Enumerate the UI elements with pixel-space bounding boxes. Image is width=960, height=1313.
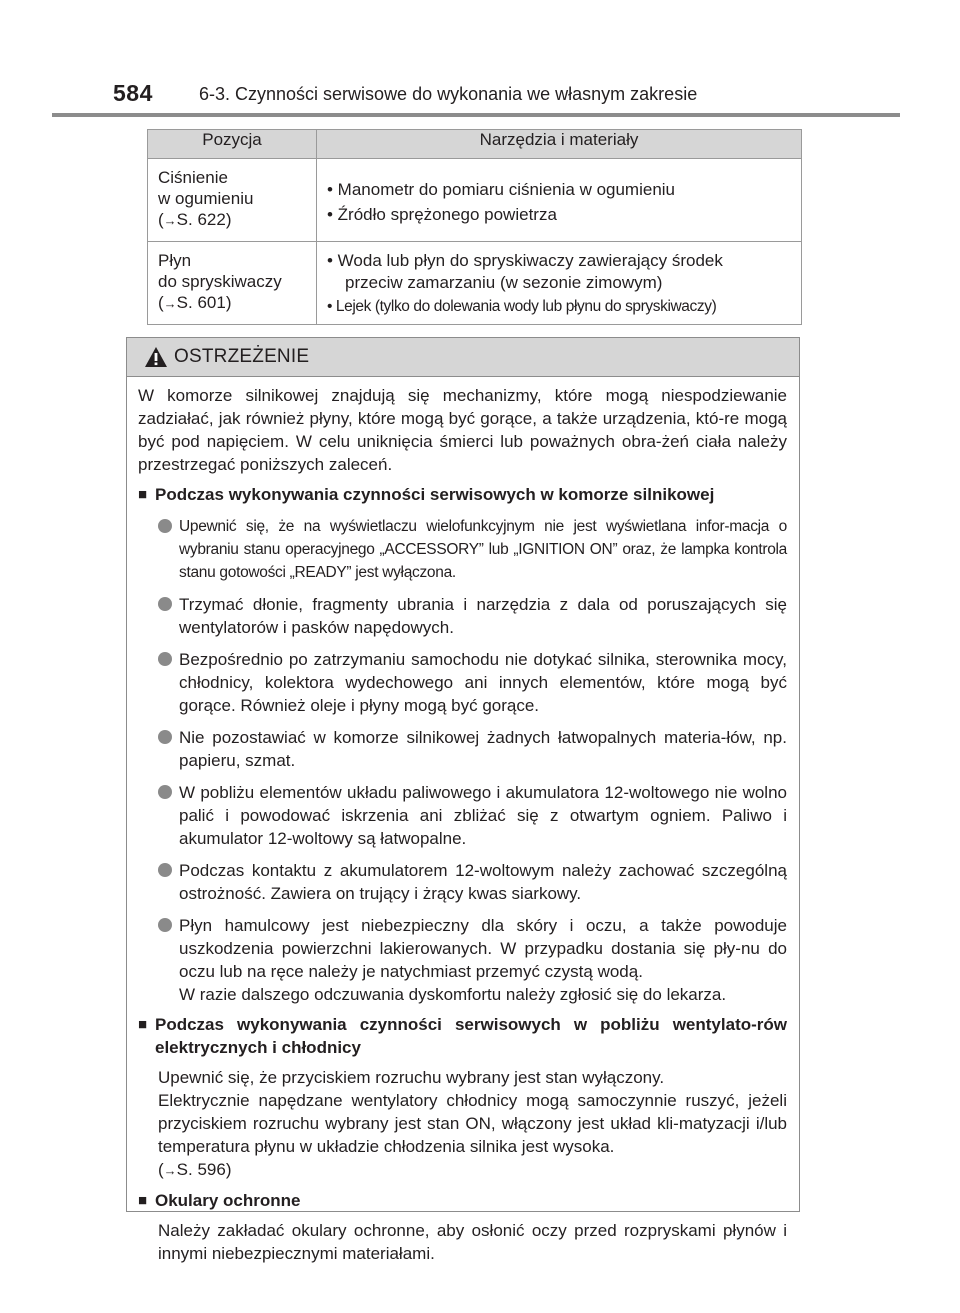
list-item-text: W pobliżu elementów układu paliwowego i akumulatora 12-woltowego nie wolno palić i powodować iskrzenia ani zbliżać się z otwartym ogniem. Paliwo i akumulator 12-woltowy są łatwopalne. [179,783,787,848]
page-ref-text: S. 596) [176,1160,232,1179]
list-item [138,859,787,905]
list-item [138,515,787,584]
list-item-text-line: Płyn hamulcowy jest niebezpieczny dla skóry i oczu, a także powoduje uszkodzenia powierzchni lakierowanych. W przypadku dostania się pły-nu do oczu lub na ręce należy je natychmiast przemyć czystą wodą. [179,916,787,981]
page-number: 584 [113,80,153,106]
tool-item: • Lejek (tylko do dolewania wody lub płynu do spryskiwaczy) [327,298,717,315]
warning-body [127,377,799,1265]
header-divider [52,113,900,117]
list-item-text-line: W razie dalszego odczuwania dyskomfortu należy zgłosić się do lekarza. [179,985,727,1004]
tools-table [147,129,802,325]
list-item-text: Nie pozostawiać w komorze silnikowej żadnych łatwopalnych materia-łów, np. papieru, szmat. [179,728,787,770]
tool-item-continuation: przeciw zamarzaniu (w sezonie zimowym) [345,273,663,292]
circle-bullet-icon [158,918,172,932]
page-reference: (→S. 622) [158,210,232,229]
page-ref-text: S. 601) [176,293,232,312]
position-cell [148,159,317,242]
list-item-text: Upewnić się, że na wyświetlaczu wielofunkcyjnym nie jest wyświetlana infor-macja o wybraniu stanu operacyjnego „ACCESSORY” lub „IGNITION ON” oraz, że lampka kontrola stanu gotowości „READY” jest wyłączona. [179,518,787,581]
list-item [138,781,787,850]
warning-title: OSTRZEŻENIE [174,346,310,367]
square-bullet-icon: ■ [138,1016,148,1033]
square-bullet-icon: ■ [138,486,148,503]
list-item-text: Podczas kontaktu z akumulatorem 12-woltowym należy zachować szczególną ostrożność. Zawiera on trujący i żrący kwas siarkowy. [179,861,787,903]
section-line: Elektrycznie napędzane wentylatory chłodnicy mogą samoczynnie ruszyć, jeżeli przyciskiem rozruchu wybrany jest stan ON, włączony jest układ kli-matyzacji i/lub temperatura płynu w układzie chłodzenia silnika jest wysoka. [158,1091,787,1156]
list-item [138,648,787,717]
tools-cell [317,159,802,242]
page-ref-text: S. 622) [176,210,232,229]
tool-item: • Manometr do pomiaru ciśnienia w ogumieniu [327,180,676,199]
tool-item: • Źródło sprężonego powietrza [327,205,557,224]
list-item [138,593,787,639]
list-item-text [179,914,787,1006]
section-title-goggles: Okulary ochronne [155,1191,301,1210]
square-bullet-icon: ■ [138,1192,148,1209]
page-header [0,0,960,120]
list-item-text: Trzymać dłonie, fragmenty ubrania i narzędzia z dala od poruszających się wentylatorów i pasków napędowych. [179,595,787,637]
section-heading [138,483,787,506]
circle-bullet-icon [158,785,172,799]
circle-bullet-icon [158,519,172,533]
warning-header [127,338,799,377]
list-item [138,726,787,772]
page-reference: (→S. 601) [158,293,232,312]
arrow-right-icon: → [163,296,177,311]
table-header-row [148,130,802,159]
position-line: w ogumieniu [158,189,254,208]
warning-box [126,337,800,1263]
position-cell [148,242,317,325]
arrow-right-icon: → [163,1163,177,1178]
table-row [148,242,802,325]
position-line: Ciśnienie [158,168,228,187]
section-body: Należy zakładać okulary ochronne, aby osłonić oczy przed rozpryskami płynów i innymi niebezpiecznymi materiałami. [158,1221,787,1263]
arrow-right-icon: → [163,213,177,228]
section-title-engine: Podczas wykonywania czynności serwisowych w komorze silnikowej [155,485,715,504]
table-row [148,159,802,242]
tools-cell [317,242,802,325]
circle-bullet-icon [158,652,172,666]
warning-intro: W komorze silnikowej znajdują się mechanizmy, które mogą niespodziewanie zadziałać, jak również płyny, które mogą być gorące, a także urządzenia, któ-re mogą być pod napięciem. W celu uniknięcia śmierci lub poważnych obra-żeń ciała należy przestrzegać poniższych zaleceń. [138,386,787,474]
circle-bullet-icon [158,863,172,877]
list-item-text: Bezpośrednio po zatrzymaniu samochodu nie dotykać silnika, sterownika mocy, chłodnicy, kolektora wydechowego ani innych elementów, które mogą być gorące. Również oleje i płyny mogą być gorące. [179,650,787,715]
section-heading [138,1013,787,1059]
circle-bullet-icon [158,730,172,744]
position-line: Płyn [158,251,192,270]
list-item [138,914,787,1006]
column-header-tools: Narzędzia i materiały [317,130,802,159]
position-line: do spryskiwaczy [158,272,282,291]
column-header-position: Pozycja [148,130,317,159]
section-title: 6-3. Czynności serwisowe do wykonania we własnym zakresie [199,84,698,104]
page-reference: (→S. 596) [158,1160,232,1179]
section-heading [138,1189,787,1212]
section-line: Upewnić się, że przyciskiem rozruchu wybrany jest stan wyłączony. [158,1068,665,1087]
warning-triangle-icon [144,346,168,368]
circle-bullet-icon [158,597,172,611]
section-title-fans: Podczas wykonywania czynności serwisowych w pobliżu wentylato-rów elektrycznych i chłodnicy [155,1015,787,1057]
section-body [138,1066,787,1182]
tool-item: • Woda lub płyn do spryskiwaczy zawierający środek [327,251,723,270]
